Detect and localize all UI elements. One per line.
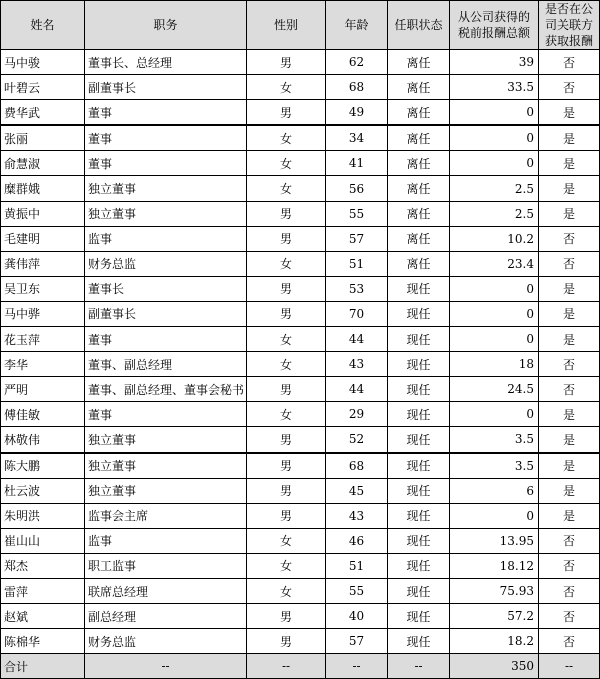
cell-related-party: 否 <box>539 352 600 377</box>
cell-name: 马中骏 <box>1 50 85 75</box>
table-row <box>1 125 600 151</box>
cell-status: 离任 <box>388 226 450 251</box>
cell-position: 监事 <box>85 528 247 553</box>
cell-age: 43 <box>326 503 388 528</box>
table-row <box>1 427 600 453</box>
cell-gender: 男 <box>247 629 326 654</box>
cell-status: 离任 <box>388 75 450 100</box>
cell-related-party: 是 <box>539 100 600 126</box>
cell-position: 董事 <box>85 125 247 151</box>
cell-compensation: 0 <box>450 503 539 528</box>
cell-related-party: 否 <box>539 629 600 654</box>
cell-name: 龚伟萍 <box>1 251 85 276</box>
cell-status: 离任 <box>388 176 450 201</box>
cell-name: 严明 <box>1 377 85 402</box>
cell-related-party: 是 <box>539 453 600 479</box>
header-status: 任职状态 <box>388 1 450 50</box>
cell-related-party: 否 <box>539 50 600 75</box>
cell-status: 离任 <box>388 100 450 126</box>
cell-status: 现任 <box>388 377 450 402</box>
cell-name: 朱明洪 <box>1 503 85 528</box>
cell-compensation: 3.5 <box>450 453 539 479</box>
cell-related-party: 是 <box>539 427 600 453</box>
table-row <box>1 377 600 402</box>
cell-compensation: 0 <box>450 327 539 352</box>
cell-name: 杜云波 <box>1 478 85 503</box>
cell-position: 副董事长 <box>85 75 247 100</box>
cell-name: 陈棉华 <box>1 629 85 654</box>
cell-gender: 男 <box>247 50 326 75</box>
cell-age: 49 <box>326 100 388 126</box>
cell-gender: 女 <box>247 327 326 352</box>
cell-gender: 男 <box>247 100 326 126</box>
table-row <box>1 301 600 326</box>
cell-compensation: 13.95 <box>450 528 539 553</box>
cell-gender: 男 <box>247 377 326 402</box>
cell-name: 花玉萍 <box>1 327 85 352</box>
cell-age: 44 <box>326 327 388 352</box>
table-row <box>1 578 600 603</box>
cell-name: 糜群娥 <box>1 176 85 201</box>
header-compensation: 从公司获得的税前报酬总额 <box>450 1 539 50</box>
cell-related-party: 是 <box>539 276 600 301</box>
cell-compensation: 0 <box>450 151 539 176</box>
cell-name: 郑杰 <box>1 553 85 578</box>
cell-compensation: 57.2 <box>450 604 539 629</box>
cell-name: 毛建明 <box>1 226 85 251</box>
cell-position: 独立董事 <box>85 478 247 503</box>
cell-compensation: 39 <box>450 50 539 75</box>
cell-compensation: 75.93 <box>450 578 539 603</box>
cell-age: 68 <box>326 75 388 100</box>
cell-related-party: 是 <box>539 301 600 326</box>
cell-gender: 男 <box>247 503 326 528</box>
cell-compensation: 0 <box>450 276 539 301</box>
cell-position: 董事 <box>85 402 247 427</box>
cell-name: 马中骅 <box>1 301 85 326</box>
cell-compensation: 0 <box>450 402 539 427</box>
cell-gender: 男 <box>247 427 326 453</box>
cell-position: 董事 <box>85 151 247 176</box>
cell-related-party: 否 <box>539 604 600 629</box>
cell-status: 离任 <box>388 50 450 75</box>
cell-position: 董事、副总经理 <box>85 352 247 377</box>
total-cell-related-party: -- <box>539 654 600 679</box>
cell-compensation: 18 <box>450 352 539 377</box>
header-name: 姓名 <box>1 1 85 50</box>
header-age: 年龄 <box>326 1 388 50</box>
cell-position: 董事、副总经理、董事会秘书 <box>85 377 247 402</box>
cell-related-party: 是 <box>539 503 600 528</box>
cell-compensation: 24.5 <box>450 377 539 402</box>
cell-status: 现任 <box>388 553 450 578</box>
cell-position: 董事长 <box>85 276 247 301</box>
cell-gender: 女 <box>247 402 326 427</box>
cell-position: 监事会主席 <box>85 503 247 528</box>
cell-related-party: 否 <box>539 553 600 578</box>
cell-name: 林敬伟 <box>1 427 85 453</box>
cell-gender: 女 <box>247 553 326 578</box>
cell-age: 34 <box>326 125 388 151</box>
total-cell-age: -- <box>326 654 388 679</box>
total-cell-position: -- <box>85 654 247 679</box>
cell-compensation: 2.5 <box>450 201 539 226</box>
cell-name: 傅佳敏 <box>1 402 85 427</box>
table-row <box>1 503 600 528</box>
table-row <box>1 327 600 352</box>
cell-age: 57 <box>326 629 388 654</box>
table-row <box>1 352 600 377</box>
cell-status: 离任 <box>388 125 450 151</box>
cell-name: 赵斌 <box>1 604 85 629</box>
cell-name: 叶碧云 <box>1 75 85 100</box>
cell-compensation: 10.2 <box>450 226 539 251</box>
cell-status: 离任 <box>388 151 450 176</box>
cell-related-party: 是 <box>539 201 600 226</box>
header-row <box>1 1 600 50</box>
cell-related-party: 是 <box>539 478 600 503</box>
table-row <box>1 75 600 100</box>
cell-related-party: 是 <box>539 402 600 427</box>
cell-gender: 男 <box>247 201 326 226</box>
header-related-party: 是否在公司关联方获取报酬 <box>539 1 600 50</box>
cell-status: 离任 <box>388 201 450 226</box>
total-label: 合计 <box>1 654 85 679</box>
cell-age: 56 <box>326 176 388 201</box>
cell-gender: 女 <box>247 578 326 603</box>
cell-status: 现任 <box>388 503 450 528</box>
table-row <box>1 629 600 654</box>
cell-compensation: 0 <box>450 301 539 326</box>
cell-position: 财务总监 <box>85 251 247 276</box>
cell-related-party: 是 <box>539 327 600 352</box>
cell-related-party: 否 <box>539 251 600 276</box>
cell-age: 68 <box>326 453 388 479</box>
cell-gender: 女 <box>247 75 326 100</box>
cell-name: 李华 <box>1 352 85 377</box>
cell-status: 现任 <box>388 427 450 453</box>
cell-status: 现任 <box>388 276 450 301</box>
cell-gender: 男 <box>247 478 326 503</box>
cell-age: 51 <box>326 251 388 276</box>
cell-position: 职工监事 <box>85 553 247 578</box>
cell-gender: 女 <box>247 251 326 276</box>
cell-related-party: 是 <box>539 151 600 176</box>
total-row <box>1 654 600 679</box>
cell-age: 55 <box>326 201 388 226</box>
cell-status: 现任 <box>388 629 450 654</box>
cell-position: 财务总监 <box>85 629 247 654</box>
cell-status: 现任 <box>388 478 450 503</box>
cell-name: 俞慧淑 <box>1 151 85 176</box>
table-row <box>1 453 600 479</box>
cell-status: 离任 <box>388 251 450 276</box>
cell-status: 现任 <box>388 301 450 326</box>
cell-position: 独立董事 <box>85 427 247 453</box>
cell-compensation: 0 <box>450 125 539 151</box>
cell-position: 董事 <box>85 100 247 126</box>
cell-name: 张丽 <box>1 125 85 151</box>
cell-gender: 女 <box>247 352 326 377</box>
cell-compensation: 2.5 <box>450 176 539 201</box>
cell-gender: 女 <box>247 528 326 553</box>
cell-related-party: 是 <box>539 176 600 201</box>
cell-name: 费华武 <box>1 100 85 126</box>
cell-status: 现任 <box>388 352 450 377</box>
cell-age: 55 <box>326 578 388 603</box>
header-gender: 性别 <box>247 1 326 50</box>
table-body <box>1 50 600 679</box>
cell-gender: 男 <box>247 226 326 251</box>
cell-age: 44 <box>326 377 388 402</box>
table-row <box>1 276 600 301</box>
cell-compensation: 3.5 <box>450 427 539 453</box>
cell-gender: 男 <box>247 604 326 629</box>
cell-status: 现任 <box>388 402 450 427</box>
table-row <box>1 251 600 276</box>
cell-related-party: 否 <box>539 226 600 251</box>
table-row <box>1 50 600 75</box>
table-row <box>1 151 600 176</box>
cell-status: 现任 <box>388 528 450 553</box>
total-cell-compensation: 350 <box>450 654 539 679</box>
cell-age: 62 <box>326 50 388 75</box>
cell-position: 副总经理 <box>85 604 247 629</box>
cell-name: 吴卫东 <box>1 276 85 301</box>
cell-position: 监事 <box>85 226 247 251</box>
cell-related-party: 否 <box>539 528 600 553</box>
table-row <box>1 100 600 126</box>
cell-status: 现任 <box>388 578 450 603</box>
cell-compensation: 6 <box>450 478 539 503</box>
cell-age: 52 <box>326 427 388 453</box>
cell-related-party: 否 <box>539 377 600 402</box>
table-row <box>1 553 600 578</box>
cell-position: 董事长、总经理 <box>85 50 247 75</box>
cell-status: 现任 <box>388 453 450 479</box>
cell-status: 现任 <box>388 327 450 352</box>
table-row <box>1 604 600 629</box>
table-row <box>1 528 600 553</box>
cell-age: 57 <box>326 226 388 251</box>
cell-position: 联席总经理 <box>85 578 247 603</box>
cell-compensation: 18.2 <box>450 629 539 654</box>
header-position: 职务 <box>85 1 247 50</box>
cell-position: 独立董事 <box>85 201 247 226</box>
cell-gender: 女 <box>247 151 326 176</box>
table-row <box>1 201 600 226</box>
table-row <box>1 176 600 201</box>
cell-gender: 男 <box>247 453 326 479</box>
cell-age: 46 <box>326 528 388 553</box>
cell-gender: 女 <box>247 125 326 151</box>
total-cell-gender: -- <box>247 654 326 679</box>
cell-compensation: 0 <box>450 100 539 126</box>
cell-related-party: 是 <box>539 125 600 151</box>
cell-age: 41 <box>326 151 388 176</box>
cell-age: 53 <box>326 276 388 301</box>
cell-position: 副董事长 <box>85 301 247 326</box>
cell-age: 29 <box>326 402 388 427</box>
cell-position: 董事 <box>85 327 247 352</box>
table-row <box>1 478 600 503</box>
cell-compensation: 23.4 <box>450 251 539 276</box>
cell-name: 陈大鹏 <box>1 453 85 479</box>
table-row <box>1 402 600 427</box>
table-row <box>1 226 600 251</box>
total-cell-status: -- <box>388 654 450 679</box>
cell-gender: 男 <box>247 276 326 301</box>
cell-name: 崔山山 <box>1 528 85 553</box>
cell-related-party: 否 <box>539 578 600 603</box>
cell-compensation: 18.12 <box>450 553 539 578</box>
cell-gender: 男 <box>247 301 326 326</box>
cell-age: 45 <box>326 478 388 503</box>
cell-position: 独立董事 <box>85 453 247 479</box>
cell-compensation: 33.5 <box>450 75 539 100</box>
cell-related-party: 否 <box>539 75 600 100</box>
cell-name: 雷萍 <box>1 578 85 603</box>
cell-gender: 女 <box>247 176 326 201</box>
cell-age: 51 <box>326 553 388 578</box>
cell-age: 70 <box>326 301 388 326</box>
cell-age: 43 <box>326 352 388 377</box>
cell-position: 独立董事 <box>85 176 247 201</box>
cell-status: 现任 <box>388 604 450 629</box>
cell-name: 黄振中 <box>1 201 85 226</box>
cell-age: 40 <box>326 604 388 629</box>
